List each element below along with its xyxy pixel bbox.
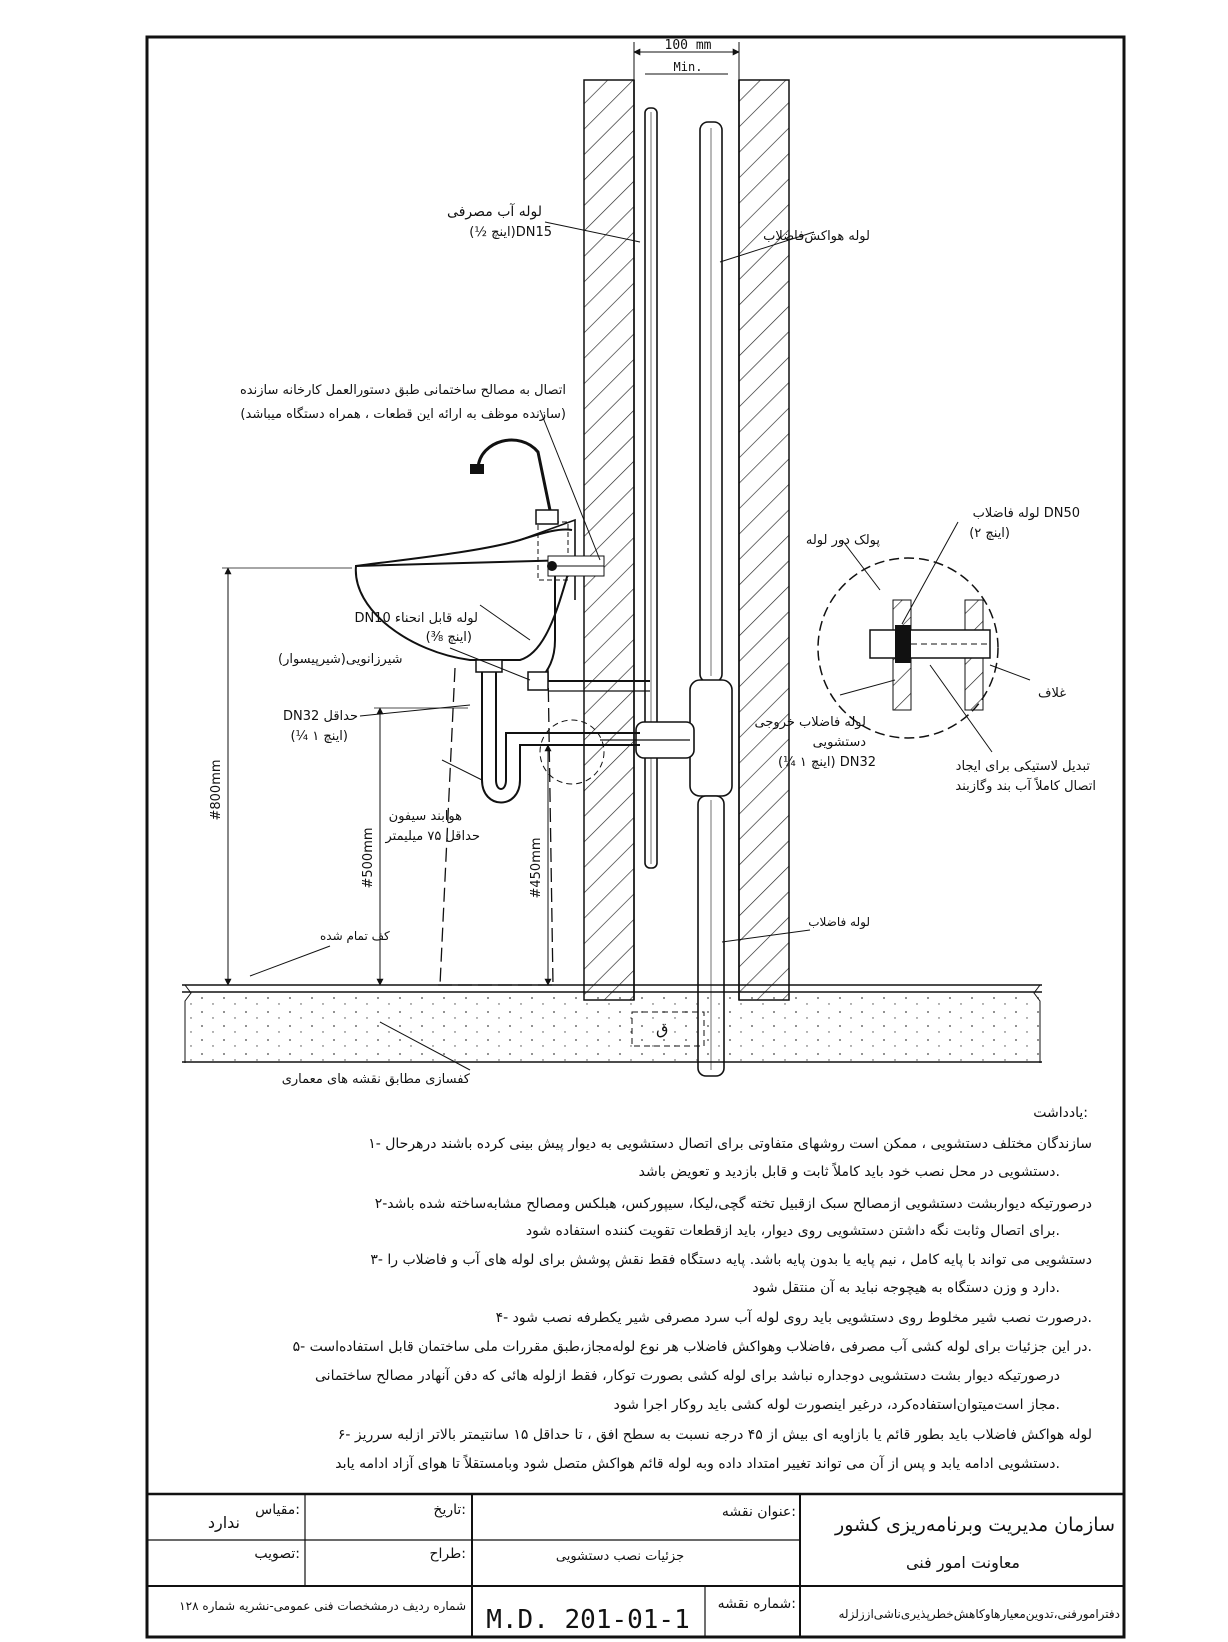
trap-seal-depth: حداقل ۷۵ میلیمتر xyxy=(385,829,480,844)
reference-note: شماره ردیف درمشخصات فنی عمومی-نشریه شماره ۱۲۸ xyxy=(179,1599,466,1613)
height-450: #450mm xyxy=(529,837,544,899)
dn32-label: DN32 حداقل xyxy=(283,709,358,724)
height-500: #500mm xyxy=(361,827,376,889)
note-line-5: ۳- دستشویی می تواند با پایه کامل ، نیم پایه یا بدون پایه باشد. پایه دستگاه فقط نقش پوشش برای لوله های آب و فاضلاب را xyxy=(370,1252,1092,1268)
notes-heading: یادداشت: xyxy=(1033,1105,1088,1121)
drawing-title-label: عنوان نقشه: xyxy=(721,1504,796,1520)
pipe-collar-label: پولک دور لوله xyxy=(805,533,880,548)
scale-label: مقیاس: xyxy=(255,1502,300,1518)
finished-floor-label: کف تمام شده xyxy=(320,929,390,943)
notes xyxy=(293,1105,1092,1472)
cavity-dimension xyxy=(634,38,739,82)
note-line-9: درصورتیکه دیوار بشت دستشویی دوجداره نباشد برای لوله کشی بصورت توکار، فقط ازلوله هائی که دفن آنهادر مصالح ساختمانی xyxy=(315,1368,1060,1384)
angle-valve-label: شیرزانویی(شیرپیسوار) xyxy=(278,652,403,667)
vent-pipe-label: لوله هواکش‌فاضلاب xyxy=(763,229,870,244)
outlet-label: لوله فاضلاب خروجی xyxy=(754,715,866,730)
dimension-min: Min. xyxy=(673,60,703,74)
note-line-4: برای اتصال وثابت نگه داشتن دستشویی روی دیوار، باید ازقطعات تقویت کننده استفاده شود. xyxy=(525,1223,1060,1239)
dn32-size: (¼ ۱ اینچ) xyxy=(290,729,348,744)
rubber-label-2: اتصال کاملاً آب بند وگازبند xyxy=(955,779,1096,794)
date-label: تاریخ: xyxy=(433,1502,466,1518)
flex-pipe-label: DN10 لوله قابل انحناء xyxy=(354,611,478,626)
faucet xyxy=(470,440,558,524)
outlet-size: (¼ ۱ اینچ) DN32 xyxy=(778,755,876,770)
note-line-12: دستشویی ادامه یابد و پس از آن می تواند تغییر امتداد داده وبه لوله قائم هواکش متصل شود وبامستقلاً تا هوای آزاد ادامه یابد. xyxy=(335,1456,1060,1472)
wall xyxy=(584,80,789,1000)
wall-fixing xyxy=(547,556,604,576)
floor-note: کفسازی مطابق نقشه های معماری xyxy=(281,1072,470,1087)
organization-deputy: معاونت امور فنی xyxy=(905,1553,1020,1572)
outlet-label-2: دستشویی xyxy=(812,735,866,750)
note-line-2: دستشویی در محل نصب خود باید کاملاً ثابت و قابل بازدید و تعویض باشد. xyxy=(638,1164,1060,1180)
vent-pipe xyxy=(700,122,722,682)
note-line-6: دارد و وزن دستگاه به هیچوجه نباید به آن منتقل شود. xyxy=(752,1280,1060,1296)
organization-office: دفترامورفنی،تدوین‌معیارهاوکاهش‌خطرپذیری‌ناشی‌اززلزله xyxy=(838,1607,1120,1621)
supply-pipe-label: لوله آب مصرفی xyxy=(447,204,542,220)
dn50-size: (۲ اینچ) xyxy=(969,526,1010,541)
svg-text:ق: ق xyxy=(656,1019,669,1038)
drawing-title-value: جزئیات نصب دستشویی xyxy=(555,1549,685,1564)
note-line-1: ۱- سازندگان مختلف دستشویی ، ممکن است روشهای متفاوتی برای اتصال دستشویی به دیوار پیش بینی کرده باشند درهرحال xyxy=(368,1136,1092,1152)
note-line-11: ۶- لوله هواکش فاضلاب باید بطور قائم یا بازاویه ای بیش از ۴۵ درجه نسبت به سطح افق ، تا حداقل ۱۵ سانتیمتر بالاتر ازلبه سرریز xyxy=(337,1427,1092,1443)
dn50-label: لوله فاضلاب DN50 xyxy=(972,506,1080,521)
trap-seal-label: هوابند سیفون xyxy=(388,809,462,824)
title-block-text xyxy=(179,1502,1120,1635)
flex-pipe-size: (⅜ اینچ) xyxy=(425,630,472,645)
drain-pipe-label: لوله فاضلاب xyxy=(808,915,870,929)
drawing-number-value: M.D. 201-01-1 xyxy=(486,1605,690,1635)
drawing-number-label: شماره نقشه: xyxy=(717,1596,796,1612)
note-line-7: ۴- درصورت نصب شیر مخلوط روی دستشویی باید روی لوله آب سرد مصرفی شیر یکطرفه نصب شود. xyxy=(495,1310,1092,1326)
floor-slab xyxy=(182,985,1042,1063)
scale-value: ندارد xyxy=(207,1513,240,1532)
supply-pipe-size: (½ اینچ)DN15 xyxy=(469,225,552,240)
mounting-note: (سازنده موظف به ارائه این قطعات ، همراه دستگاه میباشد) xyxy=(240,407,566,422)
note-line-8: ۵- در این جزئیات برای لوله کشی آب مصرفی ،فاضلاب وهواکش فاضلاب هر نوع لوله‌مجاز،طبق مقررات ملی ساختمان قابل استفاده‌است. xyxy=(292,1339,1092,1355)
rubber-label: تبدیل لاستیکی برای ایجاد xyxy=(955,759,1090,774)
sleeve-label: غلاف xyxy=(1037,686,1066,701)
designer-label: طراح: xyxy=(429,1546,466,1562)
approval-label: تصویب: xyxy=(254,1546,300,1562)
organization-name: سازمان مدیریت وبرنامه‌ریزی کشور xyxy=(835,1514,1115,1536)
height-800: #800mm xyxy=(209,759,224,821)
wall-leaf-right xyxy=(739,80,789,1000)
mounting-label: اتصال به مصالح ساختمانی طبق دستورالعمل کارخانه سازنده xyxy=(239,383,566,398)
note-line-3: ۲-درصورتیکه دیواربشت دستشویی ازمصالح سبک ازقبیل تخته گچی،لیکا، سیپورکس، هبلکس ومصالح مشابه‌ساخته شده باشد xyxy=(374,1196,1092,1212)
dimension-width: 100 mm xyxy=(664,38,712,53)
note-line-10: مجاز است‌میتوان‌استفاده‌کرد، درغیر اینصورت لوله کشی باید روکار اجرا شود. xyxy=(613,1397,1060,1413)
